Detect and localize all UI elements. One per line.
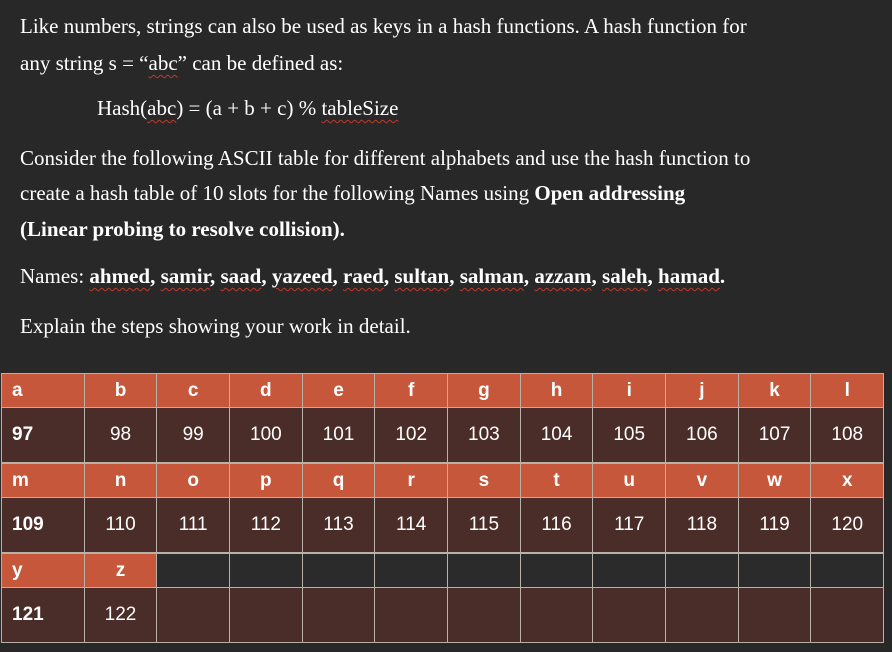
ascii-code-row: [1, 587, 884, 643]
name-item: saad: [220, 264, 262, 288]
name-separator: ,: [261, 264, 272, 288]
ascii-code-cell: 116: [521, 498, 594, 552]
ascii-code-cell: 108: [811, 408, 884, 462]
name-separator: ,: [332, 264, 344, 288]
name-separator: ,: [647, 264, 659, 288]
ascii-code-cell: 99: [157, 408, 230, 462]
ascii-letter-cell: w: [739, 464, 812, 498]
ascii-letter-row: [1, 373, 884, 408]
paragraph-2-line-1: Consider the following ASCII table for different alphabets and use the hash function to: [20, 146, 751, 170]
ascii-letter-cell: r: [375, 464, 448, 498]
text-segment: create a hash table of 10 slots for the following Names using: [20, 181, 535, 205]
ascii-code-row: [1, 497, 884, 553]
ascii-letter-cell: p: [230, 464, 303, 498]
ascii-code-cell: 109: [1, 498, 85, 552]
ascii-code-row: [1, 407, 884, 463]
name-item: sultan: [394, 264, 450, 288]
ascii-letter-cell: c: [157, 374, 230, 408]
names-label: Names:: [20, 264, 90, 288]
ascii-letter-cell: [303, 554, 376, 588]
ascii-letter-row: [1, 553, 884, 588]
name-item: salman: [459, 264, 524, 288]
ascii-code-cell: [157, 588, 230, 642]
ascii-letter-cell: i: [593, 374, 666, 408]
abc-word: abc: [148, 51, 178, 75]
ascii-letter-cell: u: [593, 464, 666, 498]
ascii-letter-cell: x: [811, 464, 884, 498]
ascii-code-cell: [739, 588, 812, 642]
ascii-code-cell: 103: [448, 408, 521, 462]
name-separator: ,: [210, 264, 221, 288]
ascii-code-cell: 117: [593, 498, 666, 552]
ascii-code-cell: [448, 588, 521, 642]
ascii-code-cell: 97: [1, 408, 85, 462]
ascii-letter-cell: [811, 554, 884, 588]
ascii-letter-cell: j: [666, 374, 739, 408]
ascii-code-cell: 114: [375, 498, 448, 552]
ascii-code-cell: 112: [230, 498, 303, 552]
ascii-letter-cell: k: [739, 374, 812, 408]
ascii-letter-cell: [521, 554, 594, 588]
ascii-code-cell: 122: [85, 588, 158, 642]
ascii-code-cell: 119: [739, 498, 812, 552]
ascii-code-cell: 118: [666, 498, 739, 552]
name-item: ahmed: [89, 264, 151, 288]
ascii-code-cell: [375, 588, 448, 642]
ascii-letter-cell: y: [1, 554, 85, 588]
name-item: yazeed: [271, 264, 333, 288]
text-segment: ) = (a + b + c) %: [176, 96, 322, 120]
ascii-code-cell: 98: [85, 408, 158, 462]
name-separator: .: [719, 264, 726, 288]
ascii-letter-cell: g: [448, 374, 521, 408]
ascii-letter-cell: e: [303, 374, 376, 408]
ascii-code-cell: 113: [303, 498, 376, 552]
ascii-code-cell: 107: [739, 408, 812, 462]
ascii-code-cell: [593, 588, 666, 642]
ascii-letter-cell: d: [230, 374, 303, 408]
ascii-letter-cell: s: [448, 464, 521, 498]
ascii-code-cell: 106: [666, 408, 739, 462]
name-item: raed: [343, 264, 384, 288]
hash-formula: [97, 95, 398, 121]
ascii-letter-cell: q: [303, 464, 376, 498]
explain-line: Explain the steps showing your work in detail.: [20, 314, 411, 338]
ascii-code-cell: 100: [230, 408, 303, 462]
ascii-table: [1, 373, 884, 638]
ascii-letter-cell: n: [85, 464, 158, 498]
name-separator: ,: [150, 264, 161, 288]
paragraph-2-line-3: (Linear probing to resolve collision).: [20, 217, 345, 241]
name-item: azzam: [534, 264, 592, 288]
ascii-letter-cell: [230, 554, 303, 588]
text-segment: any string s = “: [20, 51, 149, 75]
ascii-letter-cell: v: [666, 464, 739, 498]
ascii-code-cell: 110: [85, 498, 158, 552]
name-separator: ,: [591, 264, 603, 288]
ascii-code-cell: 111: [157, 498, 230, 552]
text-segment: ” can be defined as:: [177, 51, 344, 75]
name-separator: ,: [449, 264, 460, 288]
text-segment: Hash(: [97, 96, 148, 120]
ascii-code-cell: 121: [1, 588, 85, 642]
ascii-code-cell: [303, 588, 376, 642]
abc-word: abc: [147, 96, 177, 120]
ascii-letter-cell: [593, 554, 666, 588]
ascii-letter-cell: [739, 554, 812, 588]
ascii-code-cell: [811, 588, 884, 642]
ascii-letter-cell: z: [85, 554, 158, 588]
paragraph-2-line-2: [20, 180, 685, 206]
ascii-code-cell: 120: [811, 498, 884, 552]
paragraph-1-line-1: Like numbers, strings can also be used as keys in a hash functions. A hash function for: [20, 14, 747, 38]
ascii-letter-cell: [375, 554, 448, 588]
ascii-letter-cell: [448, 554, 521, 588]
name-item: samir: [160, 264, 210, 288]
ascii-code-cell: 101: [303, 408, 376, 462]
ascii-letter-cell: f: [375, 374, 448, 408]
ascii-code-cell: [230, 588, 303, 642]
ascii-letter-cell: [157, 554, 230, 588]
name-separator: ,: [523, 264, 535, 288]
paragraph-1-line-2: [20, 50, 343, 76]
ascii-code-cell: [521, 588, 594, 642]
ascii-letter-cell: o: [157, 464, 230, 498]
ascii-letter-row: [1, 463, 884, 498]
ascii-code-cell: 102: [375, 408, 448, 462]
ascii-letter-cell: h: [521, 374, 594, 408]
name-item: hamad: [658, 264, 720, 288]
name-separator: ,: [383, 264, 395, 288]
ascii-letter-cell: b: [85, 374, 158, 408]
name-item: saleh: [602, 264, 648, 288]
ascii-letter-cell: m: [1, 464, 85, 498]
ascii-letter-cell: l: [811, 374, 884, 408]
ascii-letter-cell: t: [521, 464, 594, 498]
ascii-code-cell: 104: [521, 408, 594, 462]
ascii-code-cell: [666, 588, 739, 642]
ascii-letter-cell: a: [1, 374, 85, 408]
open-addressing-bold: Open addressing: [534, 181, 686, 205]
ascii-code-cell: 105: [593, 408, 666, 462]
names-line: [20, 263, 725, 289]
ascii-letter-cell: [666, 554, 739, 588]
ascii-code-cell: 115: [448, 498, 521, 552]
table-size-word: tableSize: [321, 96, 399, 120]
